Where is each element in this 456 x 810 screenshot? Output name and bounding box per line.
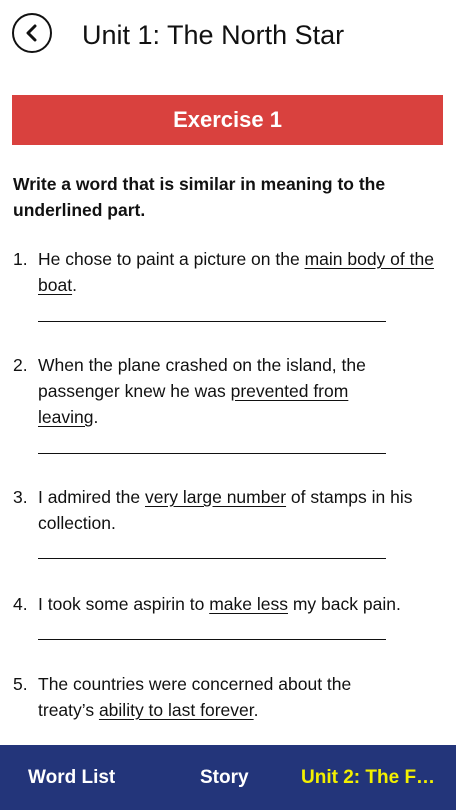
- back-button[interactable]: [12, 13, 52, 53]
- question-text-end: .: [93, 407, 99, 427]
- underlined-phrase: prevented from leaving: [38, 381, 349, 427]
- question-number: 2.: [13, 355, 28, 375]
- question-4: [13, 591, 443, 617]
- nav-story[interactable]: Story: [200, 766, 249, 788]
- question-text: When the plane crashed on the island, the passenger knew he was: [38, 355, 366, 401]
- question-5: [13, 671, 443, 723]
- exercise-banner: Exercise 1: [12, 95, 443, 145]
- question-3: [13, 484, 443, 536]
- question-1: [13, 246, 443, 298]
- question-number: 1.: [13, 249, 28, 269]
- underlined-phrase: make less: [209, 594, 288, 614]
- question-text: The countries were concerned about the treaty’s: [38, 674, 352, 720]
- nav-word-list[interactable]: Word List: [28, 766, 116, 788]
- question-text: He chose to paint a picture on the: [38, 249, 305, 269]
- question-text-end: .: [253, 700, 259, 720]
- question-number: 5.: [13, 674, 28, 694]
- answer-line-4[interactable]: [38, 639, 386, 640]
- question-text-end: of stamps in his collection.: [38, 487, 413, 533]
- underlined-phrase: main body of the boat: [38, 249, 434, 295]
- question-text-end: .: [72, 275, 77, 295]
- page-title: Unit 1: The North Star: [82, 20, 345, 50]
- bottom-nav: [0, 745, 456, 810]
- question-text-end: my back pain.: [287, 594, 401, 614]
- underlined-phrase: very large number: [145, 487, 287, 507]
- question-number: 4.: [13, 594, 28, 614]
- answer-line-2[interactable]: [38, 453, 386, 454]
- instruction-text: Write a word that is similar in meaning to the underlined part.: [13, 174, 386, 220]
- question-number: 3.: [13, 487, 28, 507]
- answer-line-3[interactable]: [38, 558, 386, 559]
- question-text: I took some aspirin to: [38, 594, 210, 614]
- question-text: I admired the: [38, 487, 145, 507]
- answer-line-1[interactable]: [38, 321, 386, 322]
- header: [0, 0, 456, 72]
- underlined-phrase: ability to last forever: [98, 700, 254, 720]
- question-2: [13, 352, 443, 430]
- nav-next-unit[interactable]: Unit 2: The F…: [301, 766, 436, 788]
- chevron-left-icon: [24, 24, 40, 42]
